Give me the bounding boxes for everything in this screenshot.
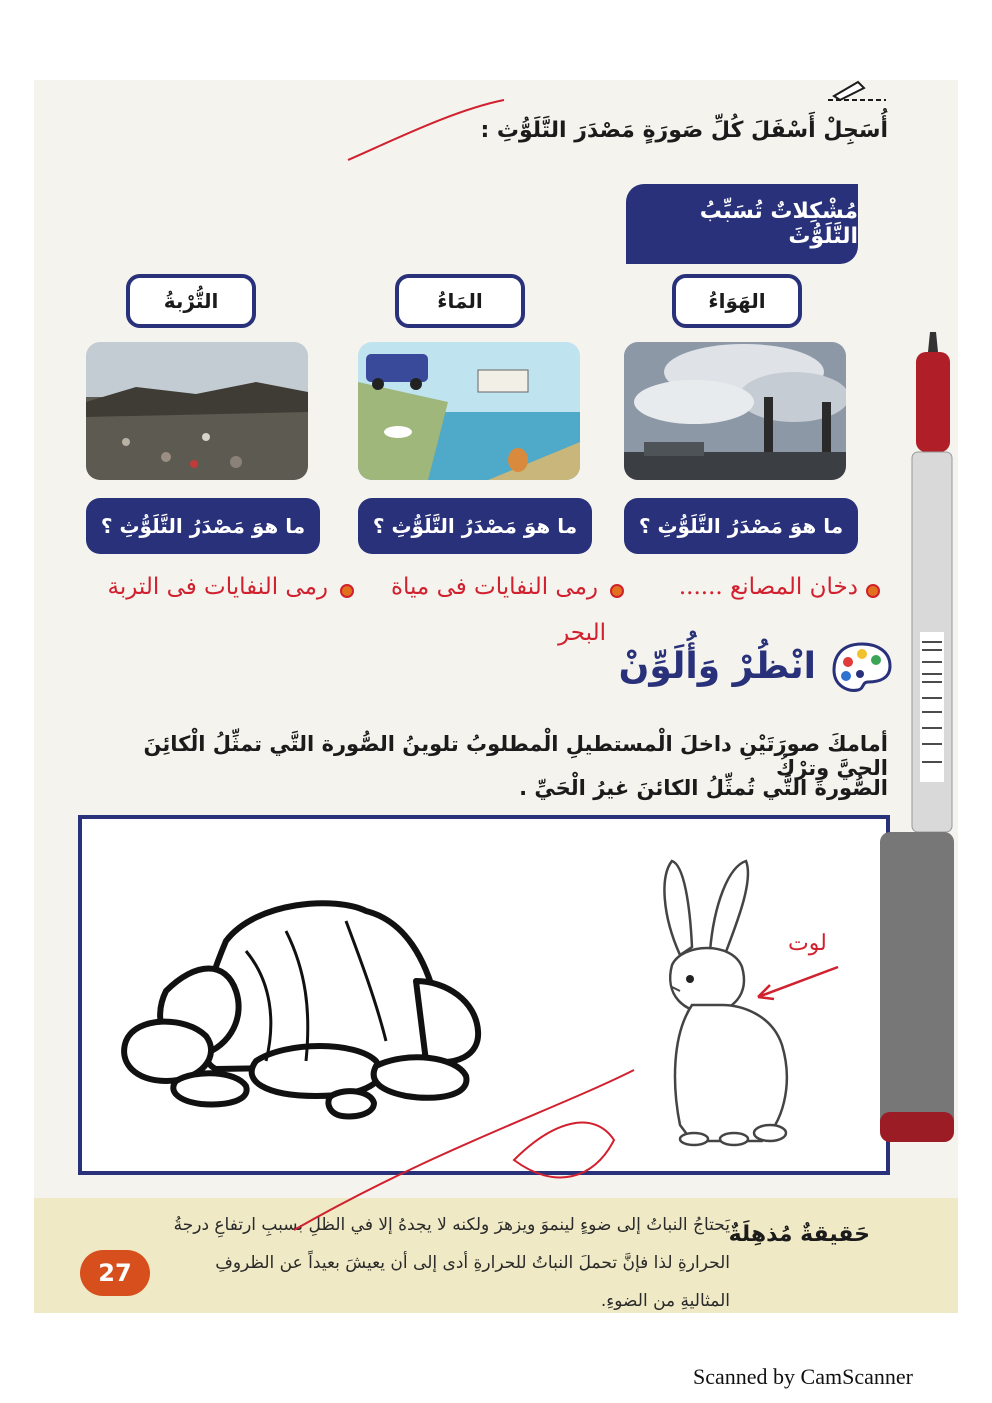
category-water: المَاءُ	[395, 274, 525, 328]
coloring-frame	[78, 815, 890, 1175]
rock-drawing	[106, 891, 516, 1121]
instruction-line-2: الصُّورةَ التَّي تُمثِّلُ الكائنَ غيرُ الْحَيِّ .	[519, 776, 888, 800]
section-title: انْظُرْ وَأُلَوِّنْ	[618, 646, 816, 687]
answer-soil: رمى النفايات فى التربة	[107, 574, 328, 600]
question-soil: ما هوَ مَصْدَرُ التَّلَوُّثِ ؟	[86, 498, 320, 554]
arrow-mark	[750, 963, 840, 1003]
scanner-watermark: Scanned by CamScanner	[693, 1364, 913, 1389]
answer-air: دخان المصانع ......	[678, 574, 858, 600]
fact-footer	[34, 1198, 958, 1313]
fact-text: يَحتاجُ النباتُ إلى ضوءٍ لينموَ ويزهرَ ولكنه لا يجدهُ إلا في الظلِ بسببِ ارتفاعِ درجةُ الحرارةِ لذا فإنَّ تحملَ النباتُ للحرارةِ أدى إلى أن يعيشَ بعيداً عن الظروفِ المثاليةِ من الضوءِ.	[173, 1215, 730, 1311]
topic-banner: مُشْكِلاتٌ تُسَبِّبُ التَّلَوُّثَ	[626, 184, 858, 264]
bullet-dot	[610, 584, 624, 598]
page-number-badge: 27	[80, 1250, 150, 1296]
answer-water: رمى النفايات فى مياة	[390, 574, 598, 600]
bullet-dot	[866, 584, 880, 598]
water-pollution-image	[358, 342, 580, 480]
rabbit-drawing	[632, 855, 812, 1151]
fact-title: حَقيقةٌ مُذهِلَةٌ	[728, 1222, 870, 1247]
instruction-text: أُسَجِلْ أَسْفَلَ كُلِّ صَورَةٍ مَصْدَرَ التَّلَوُّثِ :	[480, 118, 888, 143]
pen-object	[880, 332, 958, 1162]
instruction-line-1: أمامكَ صورَتَيْنِ داخلَ الْمستطيلِ الْمطلوبُ تلوينُ الصُّورة التَّي تمثِّلُ الْكائِنَ الحيَّ وترْكُ	[143, 732, 888, 780]
pencil-icon	[828, 80, 888, 104]
handwritten-annotation: لوت	[788, 931, 827, 956]
category-air: الهَوَاءُ	[672, 274, 802, 328]
answer-water-continued: البحر	[558, 620, 606, 646]
soil-dump-image	[86, 342, 308, 480]
factory-smoke-image	[624, 342, 846, 480]
question-air: ما هوَ مَصْدَرُ التَّلَوُّثِ ؟	[624, 498, 858, 554]
question-water: ما هوَ مَصْدَرُ التَّلَوُّثِ ؟	[358, 498, 592, 554]
workbook-page	[34, 80, 958, 1313]
category-soil: التُّرْبةُ	[126, 274, 256, 328]
bullet-dot	[340, 584, 354, 598]
